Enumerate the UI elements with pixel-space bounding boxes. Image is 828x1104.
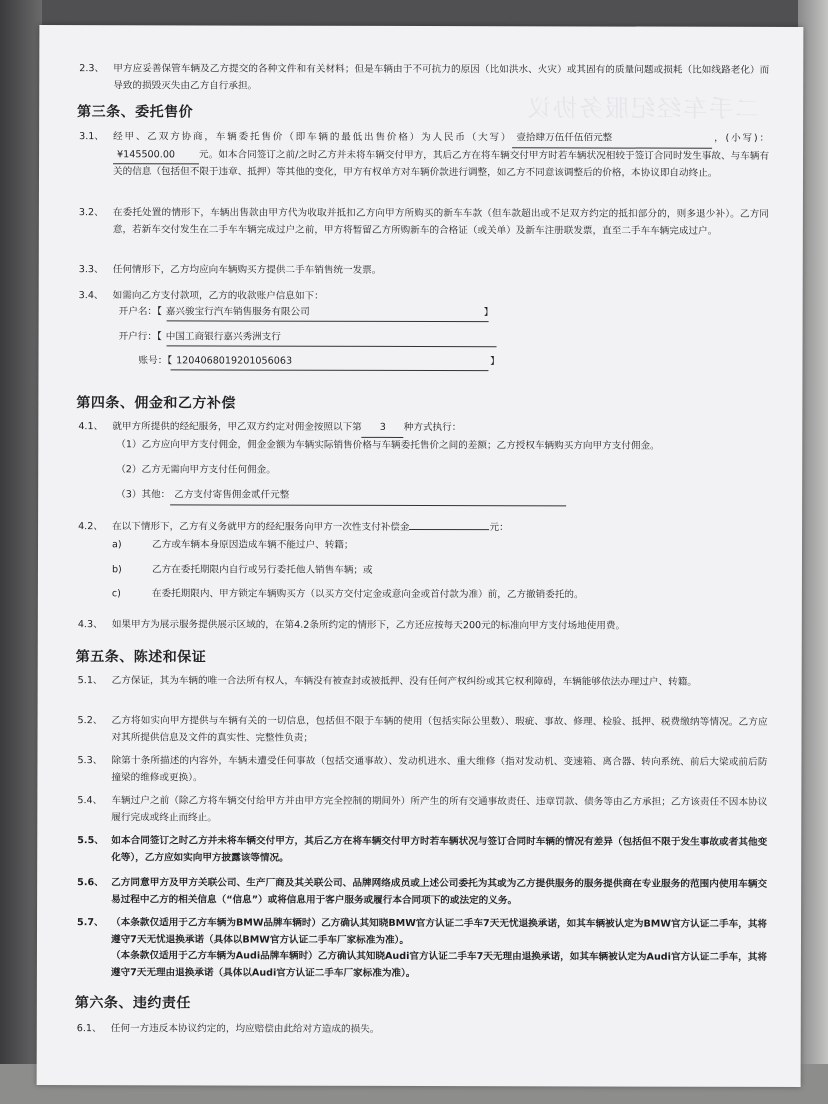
clause-4-3 xyxy=(78,617,768,635)
clause-text xyxy=(113,129,769,182)
clause-3-1 xyxy=(79,129,769,182)
clause-number: 4.2、 xyxy=(78,521,103,533)
list-item-text: 在委托期限内、甲方锁定车辆购买方（以买方交付定金或意向金或首付款为准）前，乙方撤销委托的。 xyxy=(151,588,584,601)
clause-text xyxy=(112,419,768,438)
section-5-title: 第五条、陈述和保证 xyxy=(75,649,207,666)
clause-text: 乙方同意甲方及甲方关联公司、生产厂商及其关联公司、品牌网络成员或上述公司委托为其或为乙方提供服务的服务提供商在专业服务的范围内使用车辆交易过程中乙方的相关信息（“信息”）或将信息用于客户服务或履行本合同项下的或法定的义务。 xyxy=(111,877,768,906)
clause-number: 3.2、 xyxy=(78,207,104,219)
clause-text-pre: 就甲方所提供的经纪服务，甲乙双方约定对佣金按照以下第 xyxy=(112,421,362,433)
clause-3-3 xyxy=(79,262,769,280)
list-item-key: a) xyxy=(112,539,122,551)
account-no-value: 1204068019201056063 xyxy=(176,355,293,367)
clause-number: 3.1、 xyxy=(79,131,104,143)
clause-number: 5.6、 xyxy=(77,877,104,889)
clause-number: 5.1、 xyxy=(77,675,103,687)
clause-text-pre: 经甲、乙双方协商，车辆委托售价（即车辆的最低出售价格）为人民币（大写） xyxy=(113,131,513,144)
account-name-label: 开户名：【 xyxy=(118,306,162,318)
list-item xyxy=(112,537,762,555)
bank-underline xyxy=(167,330,497,347)
clause-number: 2.3、 xyxy=(79,63,105,75)
clause-text: 任何情形下，乙方均应向车辆购买方提供二手车销售统一发票。 xyxy=(112,264,382,276)
clause-text: 任何一方违反本协议约定的，均应赔偿由此给对方造成的损失。 xyxy=(110,1023,380,1035)
clause-number: 4.3、 xyxy=(77,619,103,631)
clause-4-1 xyxy=(78,419,768,438)
commission-option-1: （1）乙方应向甲方支付佣金，佣金金额为车辆实际销售价格与车辆委托售价之间的差额；乙方授权车辆购买方向甲方支付佣金。 xyxy=(116,439,660,452)
price-lower-field: ¥145500.00 xyxy=(113,147,199,165)
clause-text xyxy=(112,519,768,537)
clause-2-3 xyxy=(79,61,769,96)
bank-value: 中国工商银行嘉兴秀洲支行 xyxy=(165,331,281,343)
clause-text-pre: 在以下情形下，乙方有义务就甲方的经纪服务向甲方一次性支付补偿金 xyxy=(112,521,410,533)
section-3-title: 第三条、委托售价 xyxy=(77,104,194,121)
clause-5-6 xyxy=(77,875,767,910)
clause-text: 如需向乙方支付款项，乙方的收款账户信息如下： xyxy=(112,290,324,302)
clause-5-2 xyxy=(78,713,768,748)
bracket-close: 】 xyxy=(490,356,500,368)
clause-text: 如本合同签订之时乙方并未将车辆交付甲方，其后乙方在将车辆交付甲方时若车辆状况与签订合同时车辆的情况有差异（包括但不限于发生事故或者其他变化等），乙方应如实向甲方披露该等情况。 xyxy=(111,835,768,864)
clause-text-post: 种方式执行： xyxy=(403,421,462,434)
bracket-close: 】 xyxy=(483,307,494,319)
list-item xyxy=(112,562,762,580)
clause-text-audi: （本条款仅适用于乙方车辆为Audi品牌车辆时）乙方确认其知晓Audi官方认证二手车7天无理由退换承诺，如其车辆被认定为Audi官方认证二手车，其将遵守7天无理由退换承诺（具体以Audi官方认证二手车厂家标准为准）。 xyxy=(110,950,767,979)
document-content xyxy=(37,25,804,1087)
bleed-through-title: 二手车经纪服务协议 xyxy=(525,94,760,123)
price-upper-field: 壹拾肆万伍仟伍佰元整 xyxy=(512,130,712,148)
clause-number: 5.4、 xyxy=(77,795,103,807)
account-name-underline xyxy=(167,305,489,322)
background-left xyxy=(0,0,42,1104)
clause-5-5 xyxy=(77,833,767,868)
compensation-field xyxy=(409,529,489,530)
list-item xyxy=(112,586,762,604)
account-name-value: 嘉兴骏宝行汽车销售服务有限公司 xyxy=(165,306,310,318)
section-4-title: 第四条、佣金和乙方补偿 xyxy=(76,395,236,412)
option-3-label: （3）其他： xyxy=(116,489,171,501)
clause-number: 5.7、 xyxy=(77,917,104,929)
bank-label: 开户行：【 xyxy=(118,331,162,343)
list-item-text: 乙方在委托期限内自行或另行委托他人销售车辆；或 xyxy=(151,564,373,576)
clause-text-mid: ，(小写)： xyxy=(712,132,770,144)
clause-5-4 xyxy=(77,793,767,828)
clause-number: 5.5、 xyxy=(77,835,104,847)
account-no-label: 账号：【 xyxy=(138,355,173,367)
clause-number: 3.4、 xyxy=(78,290,104,302)
clause-text: 在委托处置的情形下，车辆出售款由甲方代为收取并抵扣乙方向甲方所购买的新车车款（但车款超出或不足双方约定的抵扣部分的，则多退少补）。乙方同意，若新车交付发生在二手车车辆完成过户之前，甲方将暂留乙方所购新车的合格证（或关单）及新车注册联发票，直至二手车车辆完成过户。 xyxy=(112,207,769,237)
commission-option-3 xyxy=(116,487,766,506)
commission-option-2: （2）乙方无需向甲方支付任何佣金。 xyxy=(116,464,276,476)
clause-5-1 xyxy=(78,673,768,691)
clause-4-2 xyxy=(78,519,768,537)
clause-text: 甲方应妥善保管车辆及乙方提交的各种文件和有关材料；但是车辆由于不可抗力的原因（比如洪水、火灾）或其固有的质量问题或损耗（比如线路老化）而导致的损毁灭失由乙方自行承担。 xyxy=(113,63,770,92)
clause-text: 车辆过户之前（除乙方将车辆交付给甲方并由甲方完全控制的期间外）所产生的所有交通事故责任、违章罚款、债务等由乙方承担；乙方该责任不因本协议履行完成或终止而终止。 xyxy=(111,795,768,823)
list-item-key: b) xyxy=(111,564,122,576)
clause-number: 6.1、 xyxy=(76,1023,102,1035)
clause-number: 5.2、 xyxy=(77,715,103,727)
clause-number: 5.3、 xyxy=(77,755,103,767)
clause-text-bmw: （本条款仅适用于乙方车辆为BMW品牌车辆时）乙方确认其知晓BMW官方认证二手车7天无忧退换承诺，如其车辆被认定为BMW官方认证二手车，其将遵守7天无忧退换承诺（具体以BMW官方认证二手车厂家标准为准）。 xyxy=(110,917,768,946)
clause-number: 3.3、 xyxy=(78,264,104,276)
document-page xyxy=(37,25,804,1087)
commission-option-field: 3 xyxy=(362,420,404,438)
clause-text-post: 元。如本合同签订之前/之时乙方并未将车辆交付甲方，其后乙方在将车辆交付甲方时若车辆状况相较于签订合同时发生事故、与车辆有关的信息（包括但不限于违章、抵押）等其他的变化，甲方有权单方对车辆价款进行调整，如乙方不同意该调整后的价格，本协议即自动终止。 xyxy=(112,148,770,179)
list-item-key: c) xyxy=(111,588,121,600)
option-3-value: 乙方支付寄售佣金贰仟元整 xyxy=(170,487,566,506)
clause-text: 乙方保证，其为车辆的唯一合法所有权人，车辆没有被查封或被抵押、没有任何产权纠纷或其它权利障碍，车辆能够依法办理过户、转籍。 xyxy=(111,675,697,688)
clause-text: 除第十条所描述的内容外，车辆未遭受任何事故（包括交通事故）、发动机进水、重大维修（指对发动机、变速箱、离合器、转向系统、前后大梁或前后防撞梁的维修或更换）。 xyxy=(111,755,768,783)
clause-6-1 xyxy=(77,1021,767,1039)
list-item-text: 乙方或车辆本身原因造成车辆不能过户、转籍； xyxy=(152,539,354,551)
clause-5-7 xyxy=(77,915,767,983)
clause-5-3 xyxy=(77,753,767,788)
clause-3-2 xyxy=(79,205,769,240)
clause-text: 乙方将如实向甲方提供与车辆有关的一切信息，包括但不限于车辆的使用（包括实际公里数）、瑕疵、事故、修理、检验、抵押、税费缴纳等情况。乙方应对其所提供信息及文件的真实性、完整性负责； xyxy=(111,715,768,744)
clause-number: 4.1、 xyxy=(78,421,104,433)
clause-text: 如果甲方为展示服务提供展示区域的，在第4.2条所约定的情形下，乙方还应按每天200元的标准向甲方支付场地使用费。 xyxy=(111,619,626,632)
account-no-underline xyxy=(170,354,488,371)
section-6-title: 第六条、违约责任 xyxy=(74,995,191,1012)
clause-text-post: 元： xyxy=(489,522,509,534)
